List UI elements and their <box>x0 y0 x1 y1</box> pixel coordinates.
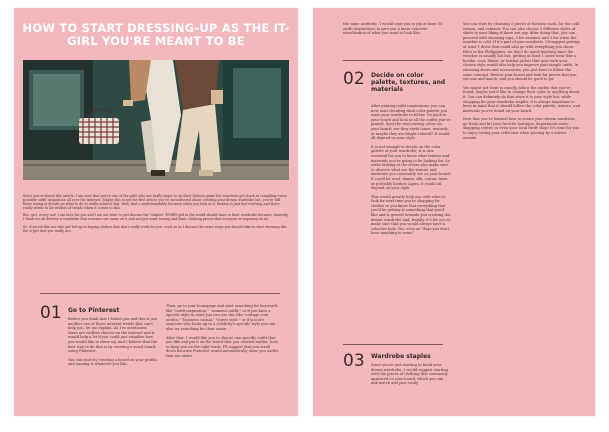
section-paragraph: This would greatly help you with what to look for next time you're shopping for clothes so you know that everything that you'd be getting is something that you'd like and is geared towards you creating the dream wardrobe and, frankly, it's for you to make sure that you would always have a cohesive look. Yes, even on "days you don't have anything to wear." <box>371 194 451 236</box>
section-number: 01 <box>40 303 62 323</box>
section-continuation <box>343 22 443 40</box>
section-column <box>166 304 280 363</box>
section-title: Wardrobe staples <box>371 353 431 360</box>
section-number: 02 <box>343 69 365 89</box>
right-column-paragraph: You might not want to exactly follow the outfits that you've found; maybe you'd like to change their color or anything about it. You can definitely do that since it is your style but, while shopping for your wardrobe staples, it is always important to keep in mind that it should follow the color palette, texture, and materials you've found on your board. <box>463 85 581 113</box>
intro-paragraph: So, if you're like me who got fed up in buying clothes that don't really work for you, read on as I discuss the exact steps you should take to start dressing like the it-girl that you really are. <box>23 224 287 233</box>
section-paragraph: After that, I would like you to choose one specific outfit that you like and pin it on the board that you created earlier. Now, to keep you on the right track, I'll suggest that you scroll down because Pinterest would automatically show you outfits that are under <box>166 335 279 358</box>
section-column <box>68 317 158 371</box>
right-column-paragraph: Now that you've learned how to create your dream wardrobe, go fresh and hit your favorite boutique, department store, shopping center, or even your local thrift shop! It's time for you to enjoy seeing your reflection when passing by a mirror outside. <box>463 117 580 140</box>
section-paragraph: It is not enough to decide on the color palette of your wardrobe; it is also essential for you to know what texture and materials you're going to be looking for. So while looking at the colors also make sure to observe what are the texture and materials you constantly see on your board. It could be wool, denim, silk, cotton, linen, or probably leather. Again, it would all depend on your style. <box>371 144 451 191</box>
section-paragraph: Then, go to your homepage and start searching for keywords like "outfit inspiration," "women's outfit," or if you have a specific style in mind you can use this like "cottage core outfits," "business casual," "street style," or if you are someone who looks up to a celebrity's specific style you can also try searching for their name. <box>166 304 278 331</box>
section-divider <box>40 293 280 294</box>
article-title: HOW TO START DRESSING-UP AS THE IT-GIRL YOU'RE MEANT TO BE <box>22 21 290 48</box>
section-divider <box>343 344 443 345</box>
section-divider <box>343 60 443 61</box>
left-page <box>14 8 298 416</box>
section-paragraph: the same aesthetic. I would urge you to pin at least 50 outfit inspirations to give you a more concrete visualization of what you want to look like. <box>343 22 443 36</box>
intro-paragraph: But, girl, worry not! I am here for you and I am not here to just discuss the "staples" EVERY girl in the world should have in their wardrobe because, honestly, I think we all deserve a wardrobe that screams our name on it and not just some boring and basic clothing pieces that everyone is imposing on us. <box>23 213 289 222</box>
section-number: 03 <box>343 351 365 371</box>
section-paragraph: After pinning outfit inspirations, you can now start deciding what color palette you want your wardrobe to follow. Go back to your board and look at all the outfits you've pinned. Spot the reoccurring colors on your board; are they earth tones, neutrals, or maybe they are bright-colored? It would all depend on your style. <box>371 104 451 141</box>
section-paragraph: Since you're just starting to build your dream wardrobe, I would suggest starting with the pieces of clothing that commonly appeared on your board, which you can mix-match and pair easily <box>371 363 449 386</box>
right-column-paragraph: You can start by choosing 3 pieces of bottoms each, for the cold season, and summer. You can also choose 3 different styles of skirts to your liking if there are any. After doing that, you can proceed with choosing tops, 3 for summer, and 3 for when the weather is cold. If it's part of your aesthetic, I'd suggest getting at least 1 dress that could also go with everything you chose. Here in the Philippines, we don't do much layering since the weather is usually hot but, getting at least 1 outer-wear like a hoodie, coat, blazer, or leather jacket that goes with your chosen style would also help you improve your simple outfit. In choosing shoes and accessories, you just have to follow the same concept. Review your board and look for pieces that you see mix and match, and you should be good to go! <box>463 22 580 82</box>
right-page <box>313 8 595 416</box>
intro-text <box>23 194 289 236</box>
fashion-photo <box>23 60 289 180</box>
section-title: Decide on color palette, textures, and materials <box>371 72 446 93</box>
right-column <box>463 22 581 144</box>
section-paragraph: Before you think that I fooled you and this is just another one of those internet trends that can't help you, let me explain. As I've mentioned, there are endless choices on the internet and it would help a lot if you could just visualize how you would like to dress up, and I believe that the best way to do that is by creating a mood board using Pinterest. <box>68 317 158 354</box>
section-paragraph: You can start by creating a board on your profile, and naming it whatever you like. <box>68 357 158 367</box>
section-title: Go to Pinterest <box>68 307 120 314</box>
section-column <box>371 104 451 240</box>
intro-paragraph: Since you've found this article, I am sure that you're one of the girls who are really eager to up their fashion game but somehow get stuck in compiling every possible outfit inspiration all over the internet. Maybe this is not the first article you've encountered about creating your dream wardrobe but, you're still there trying to decide on what to do to really achieve this. Well, that's understandable because when you look at it, fashion is just fast-evolving and there really seems to be endless of trends when it comes to this. <box>23 194 287 211</box>
section-column <box>371 363 451 390</box>
